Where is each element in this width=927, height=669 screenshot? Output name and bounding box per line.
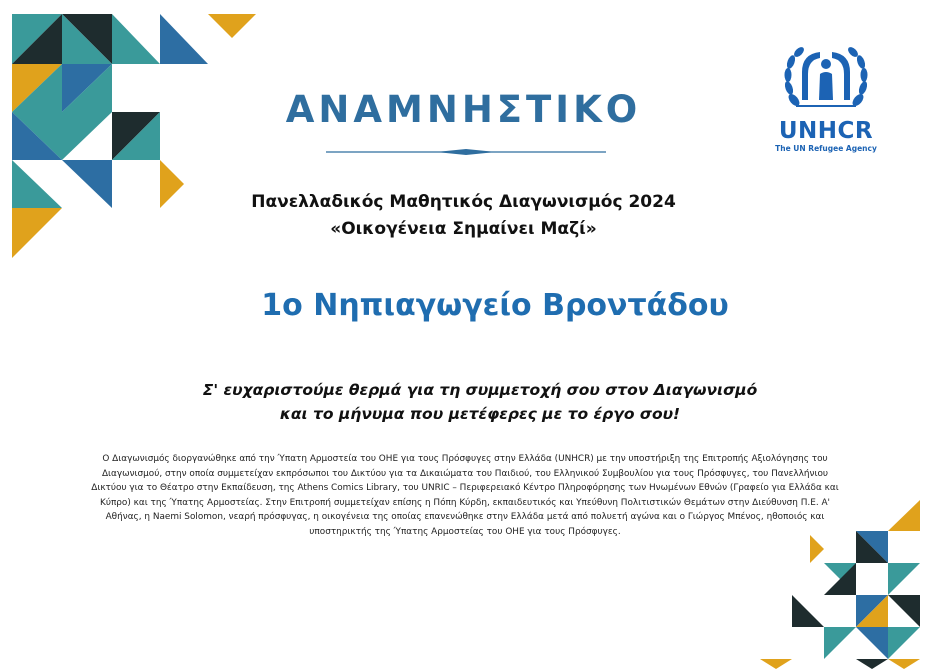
logo-name: UNHCR — [778, 118, 874, 144]
description-line: Δικτύου για το Θέατρο στην Εκπαίδευση, της Athens Comics Library, του UNRIC – Περιφερειακό Κέντρο Πληροφόρησης των Ηνωμένων Εθνών (Γραφείο για Ελλάδα και — [91, 483, 839, 494]
contest-slogan: «Οικογένεια Σημαίνει Μαζί» — [330, 219, 597, 239]
description-line: Ο Διαγωνισμός διοργανώθηκε από την Ύπατη Αρμοστεία του ΟΗΕ για τους Πρόσφυγες στην Ελλάδα (UNHCR) με την υποστήριξη της Επιτροπής Αξιολόγησης του — [102, 454, 828, 464]
description-line: Αθήνας, η Naemi Solomon, νεαρή πρόσφυγας, η οικογένεια της οποίας επανενώθηκε στην Ελλάδα μετά από πολυετή αγώνα και ο Γιώργος Μπένος, ηθοποιός και — [105, 512, 825, 523]
school-name: 1ο Νηπιαγωγείο Βροντάδου — [261, 288, 729, 323]
logo-subtitle: The UN Refugee Agency — [775, 144, 877, 153]
title-divider — [326, 146, 606, 158]
unhcr-emblem-icon — [780, 42, 872, 116]
contest-name: Πανελλαδικός Μαθητικός Διαγωνισμός 2024 — [251, 192, 676, 212]
description-paragraph — [80, 452, 850, 540]
thanks-line-1: Σ' ευχαριστούμε θερμά για τη συμμετοχή σου στον Διαγωνισμό — [202, 381, 758, 399]
thanks-line-2: και το μήνυμα που μετέφερες με το έργο σου! — [279, 405, 681, 423]
description-line: Κύπρο) και της Ύπατης Αρμοστείας. Στην Επιτροπή συμμετείχαν επίσης η Πόπη Κύρδη, εκπαιδευτικός και Υπεύθυνη Πολιτιστικών Θεμάτων στην Διεύθυνση Π.Ε. Α' — [100, 497, 830, 508]
unhcr-logo — [770, 40, 885, 158]
certificate-title: ΑΝΑΜΝΗΣΤΙΚΟ — [285, 88, 642, 131]
description-line: Διαγωνισμού, στην οποία συμμετείχαν εκπρόσωποι του Δικτύου για τα Δικαιώματα του Παιδιού, του Ελληνικού Συμβουλίου για τους Πρόσφυγες, του Πανελλήνιου — [101, 468, 829, 479]
description-line: υποστηρικτής της Ύπατης Αρμοστείας του ΟΗΕ για τους Πρόσφυγες. — [309, 526, 621, 537]
